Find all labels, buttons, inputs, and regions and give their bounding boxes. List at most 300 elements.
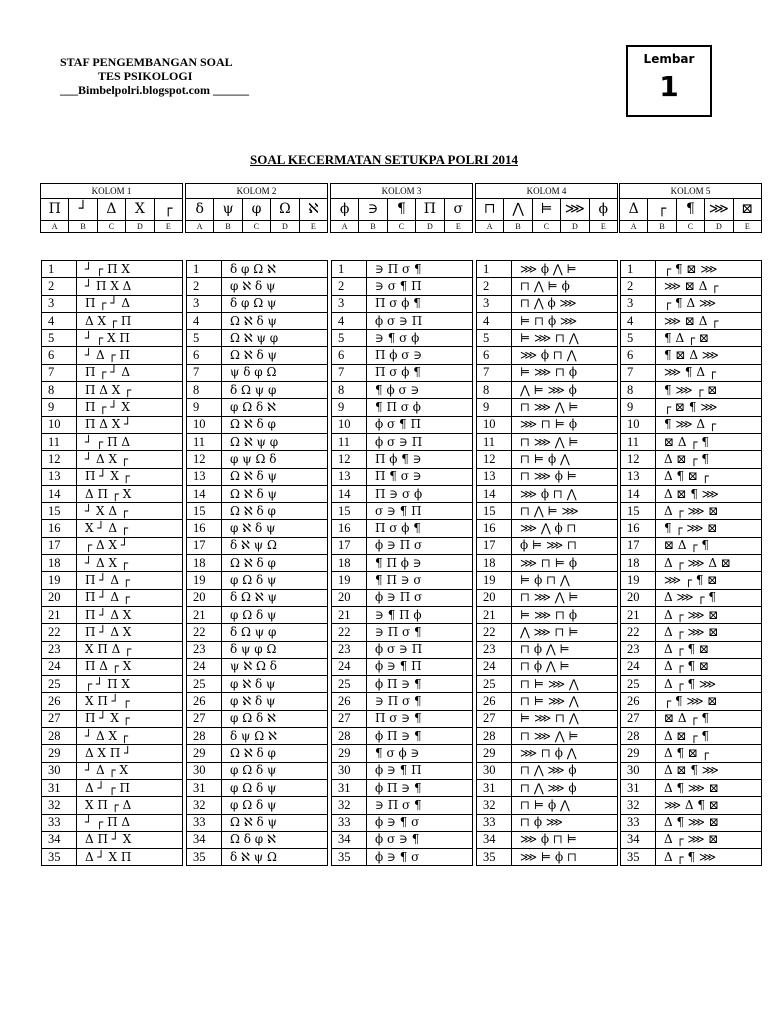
question-symbols: Π Δ ┌ Χ [77, 658, 183, 675]
question-symbols: Δ ┌ ⋙ Δ ⊠ [656, 555, 762, 572]
table-row [477, 468, 618, 485]
table-row [42, 485, 183, 502]
header-website: ___Bimbelpolri.blogspot.com ______ [60, 83, 250, 97]
question-symbols: ¶ ϕ σ ∋ [367, 382, 473, 399]
table-row [332, 520, 473, 537]
question-symbols: ϕ ∋ Π σ [367, 589, 473, 606]
table-row [187, 779, 328, 796]
question-symbols: φ ψ Ω δ [222, 451, 328, 468]
question-symbols: ┘ ┌ Π Χ [77, 261, 183, 278]
key-letter: A [620, 221, 648, 233]
question-symbols: ⋙ ⊠ Δ ┌ [656, 278, 762, 295]
question-symbols: ∋ Π σ ¶ [367, 797, 473, 814]
question-symbols: ┘ ┌ Χ Π [77, 330, 183, 347]
question-number: 11 [187, 433, 222, 450]
question-symbols: Δ ┘ ┌ Π [77, 779, 183, 796]
question-number: 9 [332, 399, 367, 416]
question-number: 3 [187, 295, 222, 312]
question-number: 13 [42, 468, 77, 485]
table-row [187, 485, 328, 502]
table-row [332, 676, 473, 693]
question-number: 15 [332, 503, 367, 520]
key-table-heading: KOLOM 2 [186, 184, 328, 199]
question-number: 20 [187, 589, 222, 606]
question-number: 15 [477, 503, 512, 520]
question-symbols: ⊓ ⋀ ⊨ ⋙ [512, 503, 618, 520]
page-title: SOAL KECERMATAN SETUKPA POLRI 2014 [250, 152, 518, 167]
question-symbols: Δ ¶ ⋙ ⊠ [656, 814, 762, 831]
question-number: 15 [621, 503, 656, 520]
question-symbols: ⋙ ϕ ⊓ ⋀ [512, 485, 618, 502]
table-row [42, 295, 183, 312]
question-number: 13 [621, 468, 656, 485]
question-symbols: ⊓ ⊨ ⋙ ⋀ [512, 676, 618, 693]
question-symbols: ⊓ ⋀ ⋙ ϕ [512, 779, 618, 796]
question-number: 4 [477, 312, 512, 329]
question-symbols: ϕ ∋ ¶ Π [367, 762, 473, 779]
table-row [187, 261, 328, 278]
question-symbols: ⊨ ⋙ ⊓ ϕ [512, 606, 618, 623]
question-number: 11 [42, 433, 77, 450]
question-symbols: ϕ ∋ Π σ [367, 537, 473, 554]
key-letter: D [271, 221, 299, 233]
question-symbols: δ Ω ℵ ψ [222, 589, 328, 606]
question-symbols: δ φ Ω ℵ [222, 261, 328, 278]
table-row [332, 814, 473, 831]
question-symbols: ⋙ ¶ Δ ┌ [656, 364, 762, 381]
question-number: 24 [477, 658, 512, 675]
question-symbols: ⊓ ϕ ⋀ ⊨ [512, 658, 618, 675]
key-letter: C [532, 221, 560, 233]
table-row [187, 797, 328, 814]
key-letter: C [97, 221, 125, 233]
table-row [477, 710, 618, 727]
question-number: 33 [477, 814, 512, 831]
question-symbols: ┌ ¶ ⋙ ⊠ [656, 693, 762, 710]
table-row [621, 399, 762, 416]
table-row [187, 520, 328, 537]
question-symbols: ⊨ ϕ ⊓ ⋀ [512, 572, 618, 589]
question-number: 18 [187, 555, 222, 572]
table-row [187, 849, 328, 866]
question-symbols: ⊠ Δ ┌ ¶ [656, 537, 762, 554]
question-number: 23 [621, 641, 656, 658]
table-row [332, 364, 473, 381]
question-number: 27 [187, 710, 222, 727]
question-symbols: ⊓ ⊨ ϕ ⋀ [512, 797, 618, 814]
question-symbols: ∋ σ ¶ Π [367, 278, 473, 295]
question-symbols: Δ Χ ┌ Π [77, 312, 183, 329]
question-number: 21 [621, 606, 656, 623]
sheet-label: Lembar [643, 52, 695, 66]
question-symbols: Δ ⋙ ┌ ¶ [656, 589, 762, 606]
question-symbols: Ω ℵ ψ φ [222, 330, 328, 347]
question-number: 20 [42, 589, 77, 606]
question-number: 22 [621, 624, 656, 641]
table-row [187, 710, 328, 727]
question-number: 2 [332, 278, 367, 295]
question-symbols: Δ ¶ ⊠ ┌ [656, 745, 762, 762]
question-symbols: ϕ σ ¶ Π [367, 416, 473, 433]
question-number: 10 [42, 416, 77, 433]
key-letter: B [69, 221, 97, 233]
key-symbol: ∋ [359, 199, 387, 221]
question-number: 28 [42, 728, 77, 745]
table-row [42, 278, 183, 295]
question-number: 19 [621, 572, 656, 589]
key-letter: E [733, 221, 761, 233]
table-row [621, 261, 762, 278]
table-row [621, 693, 762, 710]
question-number: 4 [187, 312, 222, 329]
table-row [621, 606, 762, 623]
table-row [42, 849, 183, 866]
question-symbols: Δ ┌ ⋙ ⊠ [656, 624, 762, 641]
question-number: 5 [477, 330, 512, 347]
key-table-heading: KOLOM 1 [41, 184, 183, 199]
question-number: 25 [621, 676, 656, 693]
table-row [187, 658, 328, 675]
question-symbols: ϕ Π ∋ ¶ [367, 779, 473, 796]
question-number: 12 [477, 451, 512, 468]
key-letter: A [476, 221, 504, 233]
table-row [187, 537, 328, 554]
table-row [42, 710, 183, 727]
question-number: 8 [42, 382, 77, 399]
question-symbols: Ω ℵ δ ψ [222, 347, 328, 364]
question-number: 22 [187, 624, 222, 641]
key-symbol: ┌ [648, 199, 676, 221]
table-row [332, 589, 473, 606]
question-symbols: Ω ℵ δ φ [222, 745, 328, 762]
table-row [477, 814, 618, 831]
table-row [477, 416, 618, 433]
question-symbols: Χ ┘ Δ ┌ [77, 520, 183, 537]
question-symbols: ⋙ ϕ ⊓ ⊨ [512, 831, 618, 848]
key-letter: B [359, 221, 387, 233]
question-symbols: Δ ┌ ⋙ ⊠ [656, 831, 762, 848]
key-symbol: ⋙ [561, 199, 589, 221]
header-org: STAF PENGEMBANGAN SOAL [60, 55, 233, 69]
question-symbols: Π ┘ Δ Χ [77, 624, 183, 641]
question-symbols: Δ ¶ ⊠ ┌ [656, 468, 762, 485]
question-number: 32 [42, 797, 77, 814]
question-symbols: ┘ Π Χ Δ [77, 278, 183, 295]
question-symbols: Ω ℵ δ φ [222, 555, 328, 572]
table-row [42, 779, 183, 796]
table-row [42, 641, 183, 658]
question-number: 19 [187, 572, 222, 589]
question-symbols: Δ ┌ ¶ ⋙ [656, 849, 762, 866]
table-row [332, 399, 473, 416]
table-row [42, 261, 183, 278]
question-number: 16 [621, 520, 656, 537]
question-number: 25 [332, 676, 367, 693]
table-row [42, 624, 183, 641]
question-number: 3 [332, 295, 367, 312]
question-symbols: ⊓ ⋙ ϕ ⊨ [512, 468, 618, 485]
question-symbols: Π Δ Χ ┌ [77, 382, 183, 399]
question-number: 26 [477, 693, 512, 710]
question-symbols: ¶ σ ϕ ∋ [367, 745, 473, 762]
question-symbols: δ Ω ψ φ [222, 624, 328, 641]
table-row [187, 624, 328, 641]
question-number: 7 [187, 364, 222, 381]
table-row [621, 330, 762, 347]
question-symbols: ⊓ ⋙ ⋀ ⊨ [512, 728, 618, 745]
table-row [187, 676, 328, 693]
key-symbol: δ [186, 199, 214, 221]
table-row [621, 658, 762, 675]
table-row [621, 416, 762, 433]
table-row [621, 468, 762, 485]
question-number: 8 [187, 382, 222, 399]
table-row [187, 831, 328, 848]
table-row [621, 779, 762, 796]
table-row [42, 382, 183, 399]
table-row [332, 849, 473, 866]
question-symbols: ┘ Δ ┌ Χ [77, 762, 183, 779]
table-row [187, 330, 328, 347]
question-symbols: ∋ ¶ σ ϕ [367, 330, 473, 347]
table-row [42, 658, 183, 675]
question-symbols: ⋙ ⊓ ϕ ⋀ [512, 745, 618, 762]
table-row [477, 658, 618, 675]
question-number: 29 [621, 745, 656, 762]
question-symbols: φ Ω δ ψ [222, 797, 328, 814]
question-number: 6 [42, 347, 77, 364]
table-row [477, 364, 618, 381]
question-number: 16 [332, 520, 367, 537]
table-row [477, 330, 618, 347]
table-row [42, 347, 183, 364]
key-letter: D [126, 221, 154, 233]
question-number: 24 [187, 658, 222, 675]
question-number: 31 [187, 779, 222, 796]
question-number: 2 [187, 278, 222, 295]
question-symbols: ⋙ ⊨ ϕ ⊓ [512, 849, 618, 866]
question-number: 15 [187, 503, 222, 520]
question-number: 8 [621, 382, 656, 399]
question-number: 14 [477, 485, 512, 502]
table-row [621, 503, 762, 520]
question-number: 24 [332, 658, 367, 675]
question-symbols: δ ψ φ Ω [222, 641, 328, 658]
table-row [621, 572, 762, 589]
question-symbols: φ Ω δ ψ [222, 779, 328, 796]
table-row [621, 537, 762, 554]
table-row [42, 451, 183, 468]
question-number: 22 [42, 624, 77, 641]
question-symbols: ⋙ ⊓ ⊨ ϕ [512, 416, 618, 433]
table-row [621, 382, 762, 399]
table-row [621, 797, 762, 814]
table-row [42, 555, 183, 572]
question-symbols: φ Ω δ ψ [222, 606, 328, 623]
table-row [332, 433, 473, 450]
question-symbols: ϕ Π ∋ ¶ [367, 676, 473, 693]
table-row [332, 745, 473, 762]
question-number: 21 [187, 606, 222, 623]
question-symbols: ¶ Π ∋ σ [367, 572, 473, 589]
question-symbols: ∋ ¶ Π ϕ [367, 606, 473, 623]
question-number: 10 [187, 416, 222, 433]
question-symbols: Ω ℵ ψ φ [222, 433, 328, 450]
table-row [332, 572, 473, 589]
table-row [332, 658, 473, 675]
key-symbol: ¶ [387, 199, 415, 221]
key-symbol: ┘ [69, 199, 97, 221]
question-number: 34 [332, 831, 367, 848]
key-letter: C [387, 221, 415, 233]
key-symbol: Δ [97, 199, 125, 221]
question-number: 14 [42, 485, 77, 502]
question-number: 28 [621, 728, 656, 745]
table-row [42, 606, 183, 623]
key-symbol: Π [416, 199, 444, 221]
question-number: 22 [477, 624, 512, 641]
question-symbols: Π ┌ ┘ Δ [77, 364, 183, 381]
table-row [477, 624, 618, 641]
question-number: 11 [332, 433, 367, 450]
table-row [332, 347, 473, 364]
question-symbols: Δ ┌ ¶ ⋙ [656, 676, 762, 693]
table-row [187, 728, 328, 745]
question-number: 19 [332, 572, 367, 589]
table-row [42, 745, 183, 762]
question-number: 34 [187, 831, 222, 848]
question-number: 27 [477, 710, 512, 727]
question-number: 11 [621, 433, 656, 450]
sheet-box [626, 45, 712, 117]
table-row [477, 485, 618, 502]
question-number: 8 [332, 382, 367, 399]
question-table-kolom-3 [331, 260, 473, 866]
question-symbols: ┌ ⊠ ¶ ⋙ [656, 399, 762, 416]
question-symbols: Δ ┌ ⋙ ⊠ [656, 503, 762, 520]
question-symbols: Δ ┌ ⋙ ⊠ [656, 606, 762, 623]
question-symbols: Π ┘ Χ ┌ [77, 710, 183, 727]
question-symbols: ┌ ¶ Δ ⋙ [656, 295, 762, 312]
key-symbol: φ [242, 199, 270, 221]
question-symbols: φ Ω δ ψ [222, 572, 328, 589]
question-symbols: ⊓ ⋙ ⋀ ⊨ [512, 433, 618, 450]
question-symbols: φ ℵ δ ψ [222, 278, 328, 295]
table-row [187, 814, 328, 831]
question-number: 34 [477, 831, 512, 848]
table-row [477, 433, 618, 450]
table-row [621, 849, 762, 866]
question-number: 21 [477, 606, 512, 623]
question-number: 2 [477, 278, 512, 295]
question-symbols: ⊓ ⊨ ⋙ ⋀ [512, 693, 618, 710]
key-symbol: ℵ [299, 199, 327, 221]
question-number: 13 [187, 468, 222, 485]
table-row [621, 710, 762, 727]
table-row [42, 312, 183, 329]
question-number: 9 [621, 399, 656, 416]
key-letter: E [299, 221, 327, 233]
table-row [187, 693, 328, 710]
sheet-number: 1 [659, 70, 679, 103]
table-row [187, 589, 328, 606]
question-number: 31 [42, 779, 77, 796]
table-row [477, 520, 618, 537]
table-row [621, 278, 762, 295]
question-number: 32 [621, 797, 656, 814]
question-number: 17 [332, 537, 367, 554]
table-row [332, 485, 473, 502]
table-row [187, 572, 328, 589]
table-row [621, 347, 762, 364]
table-row [477, 693, 618, 710]
header-subtitle: TES PSIKOLOGI [98, 69, 193, 83]
question-number: 21 [332, 606, 367, 623]
question-symbols: Π Δ Χ ┘ [77, 416, 183, 433]
question-table-kolom-5 [620, 260, 762, 866]
question-number: 30 [42, 762, 77, 779]
question-symbols: Δ Π ┌ Χ [77, 485, 183, 502]
question-number: 9 [187, 399, 222, 416]
question-symbols: Ω ℵ δ ψ [222, 468, 328, 485]
question-number: 8 [477, 382, 512, 399]
question-symbols: ⋙ ⋀ ϕ ⊓ [512, 520, 618, 537]
question-symbols: ⋙ ϕ ⋀ ⊨ [512, 261, 618, 278]
question-number: 30 [332, 762, 367, 779]
question-symbols: Π ∋ σ ϕ [367, 485, 473, 502]
question-symbols: δ φ Ω ψ [222, 295, 328, 312]
question-number: 31 [621, 779, 656, 796]
question-symbols: Ω ℵ δ ψ [222, 485, 328, 502]
table-row [42, 520, 183, 537]
question-symbols: ┌ ┘ Π Χ [77, 676, 183, 693]
question-number: 12 [332, 451, 367, 468]
question-number: 14 [187, 485, 222, 502]
table-row [621, 728, 762, 745]
table-row [332, 797, 473, 814]
question-symbols: ϕ ⊨ ⋙ ⊓ [512, 537, 618, 554]
question-symbols: Ω ℵ δ φ [222, 503, 328, 520]
question-number: 20 [621, 589, 656, 606]
question-symbols: ⊨ ⋙ ⊓ ⋀ [512, 330, 618, 347]
question-symbols: Π σ ϕ ¶ [367, 520, 473, 537]
question-number: 18 [477, 555, 512, 572]
table-row [187, 745, 328, 762]
question-symbols: Π σ ϕ ¶ [367, 364, 473, 381]
question-number: 27 [42, 710, 77, 727]
question-number: 10 [621, 416, 656, 433]
table-row [477, 676, 618, 693]
question-symbols: ┌ Δ Χ ┘ [77, 537, 183, 554]
table-row [621, 451, 762, 468]
question-symbols: δ ℵ ψ Ω [222, 849, 328, 866]
question-number: 10 [332, 416, 367, 433]
question-number: 6 [621, 347, 656, 364]
question-symbols: Π ┌ ┘ Δ [77, 295, 183, 312]
table-row [477, 537, 618, 554]
question-number: 12 [621, 451, 656, 468]
question-number: 35 [187, 849, 222, 866]
table-row [42, 433, 183, 450]
table-row [187, 451, 328, 468]
question-symbols: ϕ ∋ ¶ σ [367, 814, 473, 831]
question-symbols: Δ ⊠ ¶ ⋙ [656, 762, 762, 779]
question-symbols: φ ℵ δ ψ [222, 693, 328, 710]
table-row [621, 433, 762, 450]
key-table-kolom-2 [185, 183, 328, 233]
question-number: 7 [621, 364, 656, 381]
table-row [477, 797, 618, 814]
